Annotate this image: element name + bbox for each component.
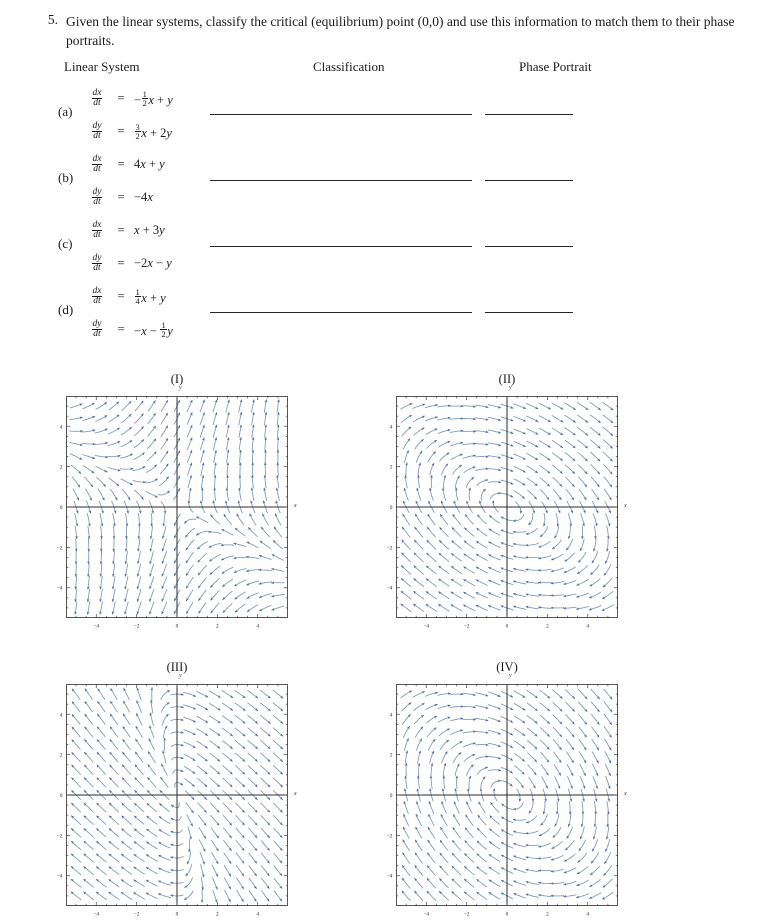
y-axis-label: y — [179, 673, 182, 679]
classification-answer-blank[interactable] — [210, 114, 472, 115]
x-tick-label: −2 — [464, 624, 470, 630]
equation-rhs: 4x + y — [134, 157, 165, 172]
system-equations — [86, 214, 266, 280]
y-tick-label: −2 — [57, 545, 63, 551]
y-tick-label: 2 — [390, 753, 393, 759]
x-tick-label: 0 — [506, 624, 509, 630]
x-tick-label: 4 — [256, 912, 259, 918]
problem-statement — [32, 12, 752, 50]
equals-sign: = — [108, 289, 134, 304]
x-axis-label: x — [624, 791, 627, 797]
phase-portrait-caption: (III) — [66, 660, 288, 675]
y-tick-label: 2 — [60, 753, 63, 759]
x-tick-label: 4 — [586, 912, 589, 918]
equation-dy — [86, 313, 266, 346]
system-letter: (c) — [58, 236, 72, 252]
system-row — [0, 148, 778, 214]
equals-sign: = — [108, 91, 134, 106]
x-tick-label: 0 — [176, 624, 179, 630]
problem-text: Given the linear systems, classify the critical (equilibrium) point (0,0) and use this information to match them to their phase portraits. — [66, 12, 752, 50]
y-axis-label: y — [509, 385, 512, 391]
equals-sign: = — [108, 157, 134, 172]
derivative-dx: $\frac{dx}{dt}$ — [86, 221, 108, 241]
equation-dx — [86, 82, 266, 115]
system-row — [0, 82, 778, 148]
vector-field-svg — [66, 684, 290, 922]
column-header-classification: Classification — [313, 59, 385, 75]
equation-dx — [86, 280, 266, 313]
derivative-dx: $\frac{dx}{dt}$ — [86, 287, 108, 307]
system-equations — [86, 148, 266, 214]
x-tick-label: −2 — [464, 912, 470, 918]
phase-portrait-I — [66, 396, 288, 618]
equation-dy — [86, 181, 266, 214]
x-tick-label: −4 — [93, 912, 99, 918]
x-tick-label: 2 — [546, 912, 549, 918]
phase-portrait-II — [396, 396, 618, 618]
x-tick-label: −4 — [423, 624, 429, 630]
vector-field-svg — [66, 396, 290, 634]
phase-portrait-IV — [396, 684, 618, 906]
equals-sign: = — [108, 190, 134, 205]
derivative-dy: $\frac{dy}{dt}$ — [86, 188, 108, 208]
x-axis-label: x — [624, 503, 627, 509]
x-tick-label: 4 — [256, 624, 259, 630]
x-tick-label: 2 — [216, 624, 219, 630]
systems-list — [0, 82, 778, 346]
y-tick-label: 4 — [60, 712, 63, 718]
equation-rhs: $\frac{1}{4}$ x + y — [134, 288, 166, 306]
equation-rhs: −4x — [134, 190, 153, 205]
classification-answer-blank[interactable] — [210, 246, 472, 247]
equals-sign: = — [108, 223, 134, 238]
y-tick-label: 4 — [60, 424, 63, 430]
y-axis-label: y — [179, 385, 182, 391]
y-tick-label: 4 — [390, 424, 393, 430]
x-axis-label: x — [294, 791, 297, 797]
equals-sign: = — [108, 256, 134, 271]
x-tick-label: 2 — [216, 912, 219, 918]
x-tick-label: −2 — [134, 912, 140, 918]
y-tick-label: 2 — [390, 465, 393, 471]
x-tick-label: 4 — [586, 624, 589, 630]
system-equations — [86, 82, 266, 148]
derivative-dx: $\frac{dx}{dt}$ — [86, 155, 108, 175]
x-tick-label: −4 — [423, 912, 429, 918]
system-equations — [86, 280, 266, 346]
y-tick-label: −2 — [387, 545, 393, 551]
equation-dy — [86, 115, 266, 148]
phase-portrait-caption: (II) — [396, 372, 618, 387]
equals-sign: = — [108, 124, 134, 139]
x-tick-label: 0 — [176, 912, 179, 918]
derivative-dy: $\frac{dy}{dt}$ — [86, 320, 108, 340]
phase-portrait-caption: (IV) — [396, 660, 618, 675]
x-tick-label: −4 — [93, 624, 99, 630]
equation-rhs: $\frac{3}{2}$ x + 2y — [134, 123, 172, 141]
system-letter: (d) — [58, 302, 73, 318]
column-header-phase-portrait: Phase Portrait — [519, 59, 592, 75]
vector-field-svg — [396, 396, 620, 634]
phase-portrait-answer-blank[interactable] — [485, 114, 573, 115]
derivative-dy: $\frac{dy}{dt}$ — [86, 254, 108, 274]
phase-portrait-answer-blank[interactable] — [485, 312, 573, 313]
y-tick-label: 0 — [390, 505, 393, 511]
x-axis-label: x — [294, 503, 297, 509]
equals-sign: = — [108, 322, 134, 337]
y-axis-label: y — [509, 673, 512, 679]
y-tick-label: 2 — [60, 465, 63, 471]
equation-rhs: −2x − y — [134, 256, 172, 271]
derivative-dy: $\frac{dy}{dt}$ — [86, 122, 108, 142]
system-row — [0, 280, 778, 346]
classification-answer-blank[interactable] — [210, 312, 472, 313]
system-letter: (a) — [58, 104, 72, 120]
y-tick-label: −4 — [57, 586, 63, 592]
y-tick-label: 0 — [60, 793, 63, 799]
equation-rhs: x + 3y — [134, 223, 165, 238]
x-tick-label: 0 — [506, 912, 509, 918]
y-tick-label: 4 — [390, 712, 393, 718]
column-header-linear-system: Linear System — [64, 59, 139, 75]
y-tick-label: −4 — [57, 874, 63, 880]
y-tick-label: −2 — [57, 833, 63, 839]
phase-portrait-III — [66, 684, 288, 906]
y-tick-label: −4 — [387, 586, 393, 592]
equation-rhs: −x − $\frac{1}{2}$ y — [134, 321, 173, 339]
phase-portrait-answer-blank[interactable] — [485, 246, 573, 247]
y-tick-label: 0 — [60, 505, 63, 511]
problem-number: 5. — [32, 12, 58, 28]
y-tick-label: −4 — [387, 874, 393, 880]
equation-dx — [86, 148, 266, 181]
phase-portrait-answer-blank[interactable] — [485, 180, 573, 181]
phase-portrait-caption: (I) — [66, 372, 288, 387]
y-tick-label: 0 — [390, 793, 393, 799]
y-tick-label: −2 — [387, 833, 393, 839]
equation-rhs: − $\frac{1}{2}$ x + y — [134, 90, 173, 108]
equation-dy — [86, 247, 266, 280]
vector-field-svg — [396, 684, 620, 922]
equation-dx — [86, 214, 266, 247]
derivative-dx: $\frac{dx}{dt}$ — [86, 89, 108, 109]
classification-answer-blank[interactable] — [210, 180, 472, 181]
system-letter: (b) — [58, 170, 73, 186]
x-tick-label: 2 — [546, 624, 549, 630]
x-tick-label: −2 — [134, 624, 140, 630]
system-row — [0, 214, 778, 280]
